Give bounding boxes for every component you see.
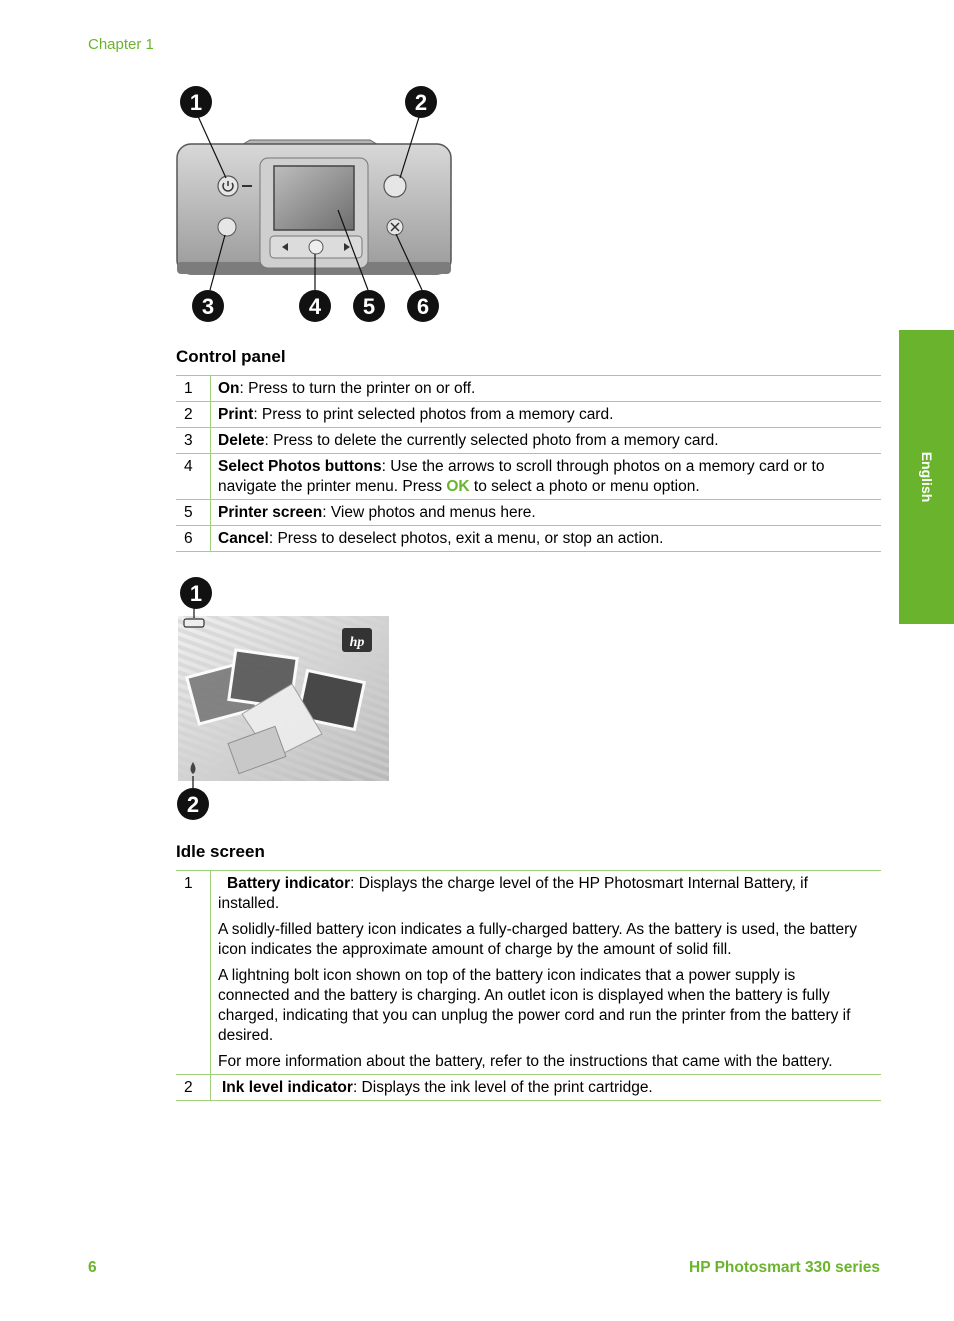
row-number: 6 — [176, 526, 211, 552]
svg-text:2: 2 — [414, 90, 428, 115]
callout-6 — [407, 290, 439, 322]
row-description — [211, 871, 882, 1075]
row-number: 3 — [176, 428, 211, 454]
svg-text:5: 5 — [362, 294, 376, 319]
row-number: 1 — [176, 871, 211, 1075]
table-row — [176, 526, 881, 552]
table-row — [176, 1075, 881, 1101]
row-term: Print — [218, 406, 254, 423]
row-number: 5 — [176, 500, 211, 526]
row-number: 2 — [176, 1075, 211, 1101]
row-description — [211, 526, 882, 552]
print-button-illustration — [384, 175, 406, 197]
callout-4 — [299, 290, 331, 322]
control-panel-figure — [170, 82, 460, 327]
idle-screen-table — [176, 870, 881, 1101]
callout-1 — [180, 577, 212, 609]
row-text: : Displays the charge level of the HP Photosmart Internal Battery, if installed. — [218, 875, 808, 912]
svg-text:6: 6 — [416, 294, 430, 319]
control-panel-title: Control panel — [176, 347, 286, 366]
row-text: : Use the arrows to scroll through photos on a memory card or to navigate the printer menu. Press — [218, 458, 825, 495]
row-term: Select Photos buttons — [218, 458, 382, 475]
row-text: : Press to turn the printer on or off. — [239, 380, 476, 397]
language-tab-label: English — [918, 451, 935, 503]
table-row — [176, 402, 881, 428]
table-row — [176, 454, 881, 500]
idle-screen-figure — [172, 574, 394, 822]
svg-text:1: 1 — [189, 90, 203, 115]
idle-screen-title: Idle screen — [176, 842, 265, 861]
row-description — [211, 500, 882, 526]
row-number: 2 — [176, 402, 211, 428]
product-name: HP Photosmart 330 series — [689, 1259, 880, 1276]
row-term: On — [218, 380, 240, 397]
row-text: : Press to print selected photos from a memory card. — [253, 406, 614, 423]
callout-2 — [405, 86, 437, 118]
row-description — [211, 1075, 882, 1101]
row-number: 4 — [176, 454, 211, 500]
control-panel-table — [176, 375, 881, 552]
row-number: 1 — [176, 376, 211, 402]
row-text: : Displays the ink level of the print cartridge. — [352, 1079, 653, 1096]
row-description — [211, 376, 882, 402]
row-term: Delete — [218, 432, 265, 449]
svg-text:hp: hp — [349, 635, 365, 650]
row-description — [211, 402, 882, 428]
callout-1 — [180, 86, 212, 118]
battery-indicator-illustration — [184, 619, 204, 627]
row-paragraph: For more information about the battery, refer to the instructions that came with the battery. — [218, 1053, 833, 1070]
row-paragraph: A lightning bolt icon shown on top of the battery icon indicates that a power supply is connected and the battery is charging. An outlet icon is displayed when the battery is fully charged, indicating that you can unplug the power cord and run the printer from the battery if desired. — [218, 967, 851, 1044]
row-term: Printer screen — [218, 504, 323, 521]
row-text: : Press to deselect photos, exit a menu, or stop an action. — [268, 530, 664, 547]
row-text: to select a photo or menu option. — [469, 478, 700, 495]
table-row — [176, 871, 881, 1075]
table-row — [176, 500, 881, 526]
row-term: Battery indicator — [227, 875, 351, 892]
callout-2 — [177, 788, 209, 820]
row-term: Cancel — [218, 530, 269, 547]
language-tab — [899, 330, 954, 624]
table-row — [176, 428, 881, 454]
delete-button-illustration — [218, 218, 236, 236]
row-paragraph: A solidly-filled battery icon indicates a fully-charged battery. As the battery is used, the battery icon indicates the approximate amount of charge by the amount of solid fill. — [218, 921, 857, 958]
row-text: : Press to delete the currently selected photo from a memory card. — [264, 432, 719, 449]
row-description — [211, 428, 882, 454]
callout-5 — [353, 290, 385, 322]
callout-3 — [192, 290, 224, 322]
row-description — [211, 454, 882, 500]
svg-text:2: 2 — [186, 792, 200, 817]
page-number: 6 — [88, 1259, 97, 1276]
ok-label: OK — [446, 478, 470, 495]
svg-text:1: 1 — [189, 581, 203, 606]
chapter-label: Chapter 1 — [88, 36, 154, 53]
svg-text:4: 4 — [308, 294, 322, 319]
row-text: : View photos and menus here. — [322, 504, 536, 521]
svg-text:3: 3 — [201, 294, 215, 319]
table-row — [176, 376, 881, 402]
row-term: Ink level indicator — [222, 1079, 353, 1096]
